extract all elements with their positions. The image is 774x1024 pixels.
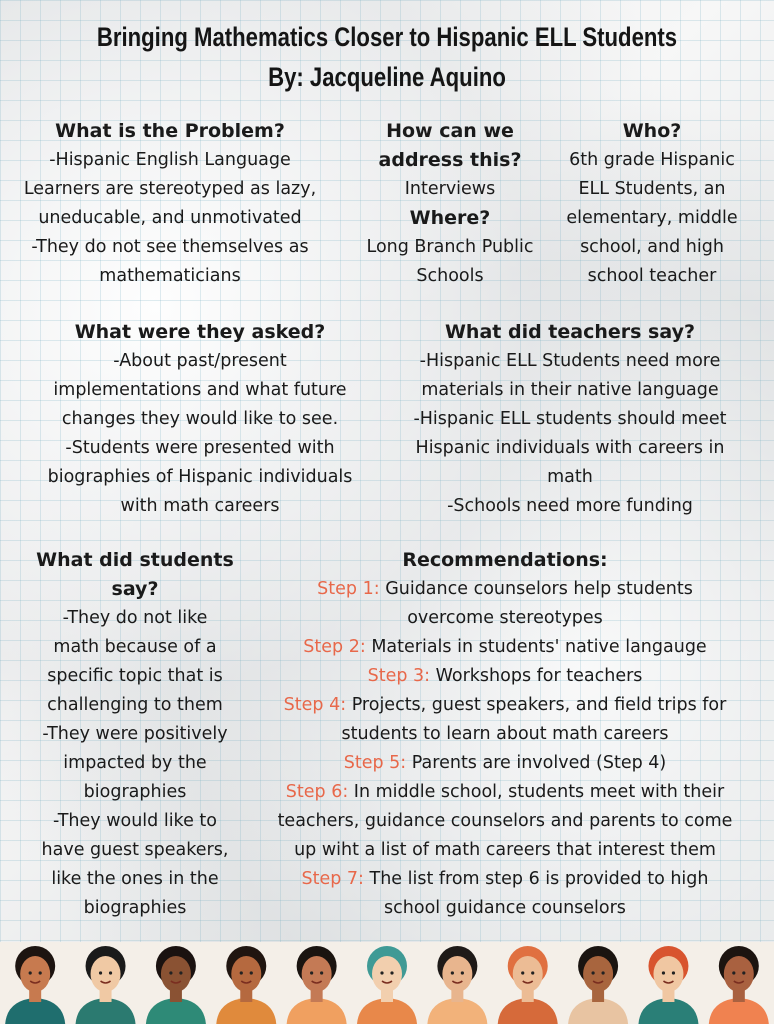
recommendations-heading: Recommendations: <box>402 549 608 571</box>
students-line: impacted by the <box>63 753 207 773</box>
step-text: students to learn about math careers <box>341 724 669 744</box>
step-text: teachers, guidance counselors and parents to come <box>277 811 733 831</box>
problem-line: -They do not see themselves as <box>31 237 309 257</box>
asked-line: biographies of Hispanic individuals <box>47 467 353 487</box>
step-text: up wiht a list of math careers that interest them <box>294 840 716 860</box>
problem-line: -Hispanic English Language <box>49 150 291 170</box>
step-text: The list from step 6 is provided to high <box>363 869 709 889</box>
where-line: Schools <box>416 266 484 286</box>
person-figure <box>216 946 276 1024</box>
address-answer: Interviews <box>404 179 496 199</box>
recommendation-line <box>238 604 772 633</box>
students-line: -They would like to <box>53 811 217 831</box>
step-label: Step 6: <box>285 782 349 802</box>
problem-line: uneducable, and unmotivated <box>38 208 302 228</box>
asked-line: -About past/present <box>113 351 287 371</box>
person-figure <box>287 946 347 1024</box>
step-text: Parents are involved (Step 4) <box>406 753 667 773</box>
students-line: -They do not like <box>62 608 208 628</box>
person-figure <box>146 946 206 1024</box>
who-line: school, and high <box>580 237 724 257</box>
recommendation-line <box>238 633 772 662</box>
recommendation-line <box>238 749 772 778</box>
asked-heading: What were they asked? <box>74 321 326 343</box>
recommendations-section <box>238 546 772 923</box>
recommendation-line <box>238 720 772 749</box>
step-label: Step 1: <box>317 579 380 599</box>
who-heading: Who? <box>622 120 682 142</box>
asked-line: with math careers <box>120 496 280 516</box>
recommendation-line <box>238 575 772 604</box>
person-figure <box>709 946 769 1024</box>
recommendation-line <box>238 662 772 691</box>
recommendation-line <box>238 865 772 894</box>
poster-title: Bringing Mathematics Closer to Hispanic ELL Students <box>96 22 678 52</box>
where-line: Long Branch Public <box>366 237 534 257</box>
asked-line: -Students were presented with <box>65 438 335 458</box>
recommendations-list <box>238 575 772 923</box>
recommendation-line <box>238 807 772 836</box>
students-line: biographies <box>83 898 187 918</box>
recommendation-line <box>238 836 772 865</box>
problem-line: mathematicians <box>99 266 241 286</box>
teachers-line: -Hispanic ELL students should meet <box>413 409 727 429</box>
address-heading: How can we <box>386 120 514 142</box>
students-section <box>15 546 255 923</box>
students-heading: What did students <box>36 549 234 571</box>
step-text: Workshops for teachers <box>430 666 643 686</box>
step-label: Step 4: <box>283 695 347 715</box>
person-figure <box>427 946 487 1024</box>
step-text: overcome stereotypes <box>407 608 603 628</box>
step-text: school guidance counselors <box>384 898 626 918</box>
asked-line: implementations and what future <box>53 380 347 400</box>
people-illustration-icon <box>0 942 774 1024</box>
person-figure <box>357 946 417 1024</box>
problem-section <box>0 117 340 291</box>
teachers-section <box>385 318 755 521</box>
who-line: ELL Students, an <box>578 179 726 199</box>
poster-author: By: Jacqueline Aquino <box>268 62 506 92</box>
students-heading: say? <box>111 578 159 600</box>
where-heading: Where? <box>409 207 491 229</box>
address-heading: address this? <box>378 149 522 171</box>
teachers-line: -Hispanic ELL Students need more <box>419 351 721 371</box>
who-line: elementary, middle <box>566 208 738 228</box>
step-label: Step 2: <box>303 637 366 657</box>
step-text: Materials in students' native langauge <box>365 637 707 657</box>
who-line: 6th grade Hispanic <box>569 150 735 170</box>
person-figure <box>568 946 628 1024</box>
recommendation-line <box>238 894 772 923</box>
who-line: school teacher <box>587 266 717 286</box>
person-figure <box>76 946 136 1024</box>
problem-heading: What is the Problem? <box>55 120 285 142</box>
person-figure <box>5 946 65 1024</box>
address-section <box>345 117 555 291</box>
teachers-line: math <box>547 467 593 487</box>
students-line: -They were positively <box>42 724 228 744</box>
step-label: Step 7: <box>301 869 364 889</box>
problem-line: Learners are stereotyped as lazy, <box>23 179 317 199</box>
students-line: specific topic that is <box>47 666 223 686</box>
asked-section <box>0 318 400 521</box>
teachers-line: Hispanic individuals with careers in <box>415 438 725 458</box>
person-figure <box>498 946 558 1024</box>
students-line: biographies <box>83 782 187 802</box>
recommendation-line <box>238 691 772 720</box>
person-figure <box>638 946 698 1024</box>
students-line: challenging to them <box>47 695 223 715</box>
teachers-heading: What did teachers say? <box>444 321 696 343</box>
students-line: like the ones in the <box>51 869 219 889</box>
teachers-line: -Schools need more funding <box>447 496 693 516</box>
step-text: Projects, guest speakers, and field trips for <box>346 695 727 715</box>
students-line: have guest speakers, <box>41 840 229 860</box>
teachers-line: materials in their native language <box>421 380 719 400</box>
people-svg <box>0 942 774 1024</box>
step-text: Guidance counselors help students <box>379 579 693 599</box>
step-label: Step 3: <box>367 666 431 686</box>
step-text: In middle school, students meet with their <box>348 782 725 802</box>
students-line: math because of a <box>53 637 217 657</box>
asked-line: changes they would like to see. <box>61 409 339 429</box>
recommendation-line <box>238 778 772 807</box>
who-section <box>550 117 754 291</box>
step-label: Step 5: <box>343 753 407 773</box>
